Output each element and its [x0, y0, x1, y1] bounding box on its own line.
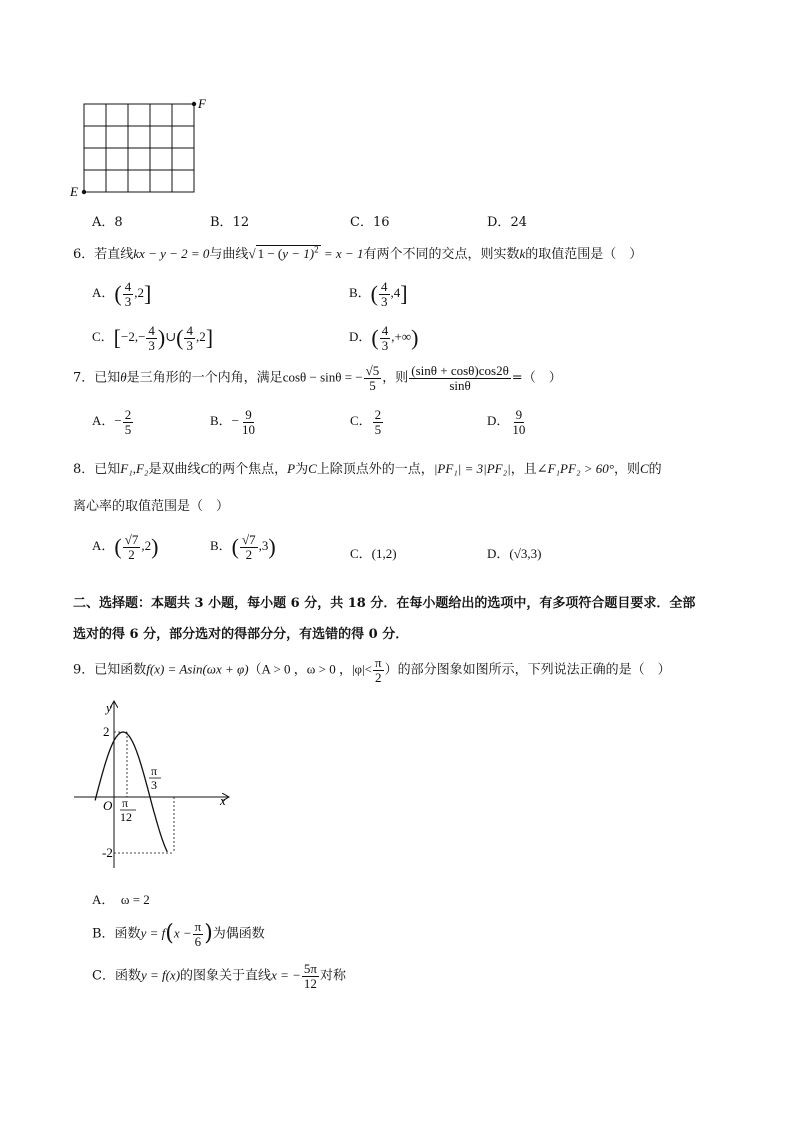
- q8-option-c[interactable]: C．(1,2): [350, 546, 397, 561]
- q7-stem: 7．已知θ是三角形的一个内角，满足cosθ − sinθ = − $\frac{√5}{5}$ ，则 $\frac{(\sin\theta + \cos\theta)\cos 2\theta}{\sin\theta}$ =（ ）: [73, 363, 562, 393]
- tick-pi-3-den: 3: [151, 778, 157, 792]
- q8-stem-line2: 离心率的取值范围是（ ）: [73, 499, 230, 514]
- sine-graph: [70, 696, 236, 871]
- tick-pi-12-den: 12: [120, 810, 132, 824]
- q6-option-d[interactable]: D．( $\frac{4}{3}$ ,+∞): [349, 323, 419, 353]
- x-axis-label: x: [220, 793, 226, 808]
- origin-label: O: [103, 798, 113, 813]
- tick-pi-12-num: π: [122, 796, 129, 810]
- label-e: E: [70, 184, 78, 199]
- q7-option-c[interactable]: C． $\frac{2}{5}$: [350, 407, 382, 437]
- y-axis-label: y: [106, 700, 112, 715]
- q5-option-a[interactable]: A．8: [92, 215, 123, 230]
- label-f: F: [198, 96, 206, 111]
- q8-option-d[interactable]: D．(√3,3): [487, 546, 542, 561]
- q6-option-a[interactable]: A．( $\frac{4}{3}$ ,2]: [92, 279, 152, 309]
- q9-stem: 9．已知函数f(x) = Asin(ωx + φ)（A > 0 ，ω > 0 ，|φ|< $\frac{\pi}{2}$ ）的部分图象如图所示，下列说法正确的是（ ）: [73, 655, 671, 685]
- grid-figure: [66, 96, 216, 200]
- q6-option-c[interactable]: C．[−2,− $\frac{4}{3}$ )∪( $\frac{4}{3}$ ,2]: [92, 323, 214, 353]
- y-max-label: 2: [103, 724, 110, 739]
- y-min-label: -2: [102, 845, 113, 860]
- q5-option-c[interactable]: C．16: [350, 215, 390, 230]
- q8-stem-line1: 8．已知F₁,F₂是双曲线C的两个焦点，P为C上除顶点外的一点，|PF₁| = 3|PF₂|，且∠F₁PF₂ > 60°，则C的: [73, 461, 662, 477]
- q8-option-a[interactable]: A．( $\frac{√7}{2}$ ,2): [92, 532, 159, 562]
- point-e: [82, 190, 86, 194]
- q8-option-b[interactable]: B．( $\frac{√7}{2}$ ,3): [210, 532, 276, 562]
- tick-pi-3-num: π: [151, 764, 158, 778]
- q6-option-b[interactable]: B．( $\frac{4}{3}$ ,4]: [349, 279, 408, 309]
- q9-option-b[interactable]: B．函数y = f(x − $\frac{\pi}{6}$ )为偶函数: [92, 919, 265, 949]
- q7-option-a[interactable]: A．− $\frac{2}{5}$: [92, 407, 132, 437]
- q9-option-c[interactable]: C．函数y = f(x)的图象关于直线x = − $\frac{5\pi}{12}$ 对称: [92, 961, 346, 991]
- q7-option-d[interactable]: D． $\frac{9}{10}$: [487, 407, 526, 437]
- q6-stem: 6．若直线kx − y − 2 = 0与曲线√ $1 - (y - 1)^2 = x - 1$有两个不同的交点，则实数k的取值范围是（ ）: [73, 244, 643, 262]
- section2-heading-line2: 选对的得 6 分，部分选对的得部分分，有选错的得 0 分．: [73, 627, 409, 642]
- q5-option-d[interactable]: D．24: [487, 215, 527, 230]
- q7-option-b[interactable]: B．− $\frac{9}{10}$: [210, 407, 256, 437]
- q9-option-a[interactable]: A． ω = 2: [92, 892, 150, 907]
- point-f: [192, 102, 196, 106]
- section2-heading-line1: 二、选择题：本题共 3 小题，每小题 6 分，共 18 分．在每小题给出的选项中，有多项符合题目要求．全部: [73, 596, 696, 611]
- q5-option-b[interactable]: B．12: [210, 215, 250, 230]
